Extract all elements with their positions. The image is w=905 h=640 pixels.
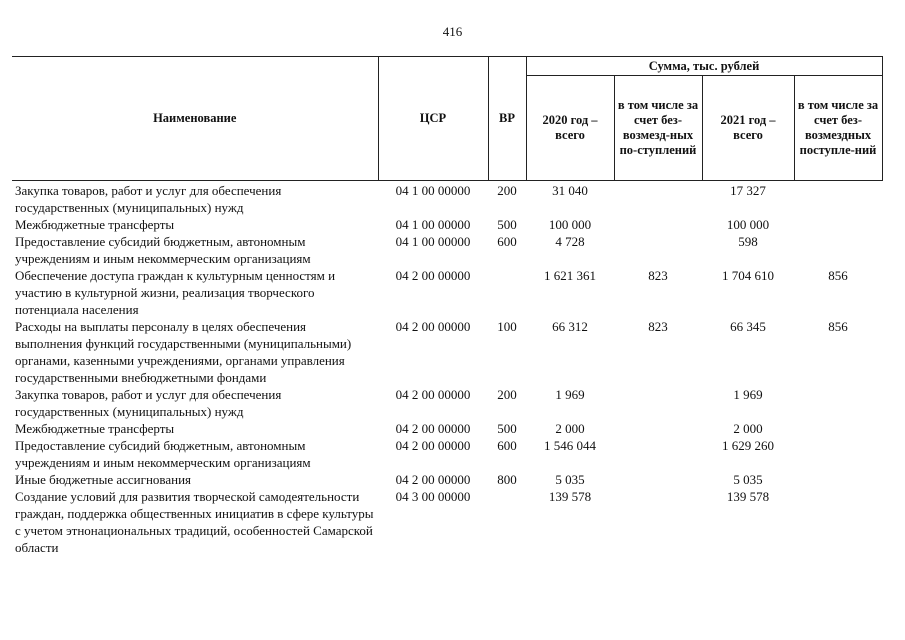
- row-name: Иные бюджетные ассигнования: [15, 472, 192, 487]
- row-2021-grants: 856: [828, 268, 848, 283]
- row-2020-grants: [614, 471, 702, 488]
- row-vr: 600: [497, 234, 517, 249]
- row-vr: 200: [497, 387, 517, 402]
- row-2020-total: 100 000: [548, 217, 592, 232]
- header-2021-total: 2021 год – всего: [702, 76, 794, 181]
- table-row: [12, 233, 882, 267]
- row-2020-total: 31 040: [552, 183, 588, 198]
- row-vr: [488, 267, 526, 318]
- row-csr: 04 1 00 00000: [395, 234, 471, 249]
- row-name: Межбюджетные трансферты: [15, 217, 175, 232]
- table-row: [12, 267, 882, 318]
- row-2020-total: 4 728: [555, 234, 585, 249]
- row-vr: 500: [497, 217, 517, 232]
- header-sum-group: Сумма, тыс. рублей: [526, 57, 882, 76]
- table-row: [12, 216, 882, 233]
- row-2021-total: 17 327: [730, 183, 766, 198]
- row-2021-total: 66 345: [730, 319, 766, 334]
- row-csr: 04 2 00 00000: [395, 421, 471, 436]
- table-row: [12, 386, 882, 420]
- row-2020-total: 1 546 044: [544, 438, 596, 453]
- row-2021-grants: [794, 386, 882, 420]
- table-body: [12, 181, 882, 557]
- header-vr: ВР: [488, 57, 526, 181]
- row-2020-grants: 823: [648, 268, 668, 283]
- table-row: [12, 420, 882, 437]
- row-name: Расходы на выплаты персоналу в целях обеспечения выполнения функций государственными (муниципальными) органами, казенными учреждениями, органами управления государственными внебюджетными фондами: [15, 319, 352, 385]
- header-csr: ЦСР: [378, 57, 488, 181]
- header-2021-grants: в том числе за счет без-возмездных поступле-ний: [794, 76, 882, 181]
- row-2020-total: 1 969: [555, 387, 585, 402]
- row-2021-grants: [794, 471, 882, 488]
- table-row: [12, 488, 882, 556]
- row-name: Предоставление субсидий бюджетным, автономным учреждениям и иным некоммерческим организациям: [15, 234, 311, 266]
- table-header: [12, 57, 882, 181]
- header-name: Наименование: [12, 57, 378, 181]
- row-csr: 04 1 00 00000: [395, 183, 471, 198]
- row-2021-total: 1 704 610: [722, 268, 774, 283]
- table-row: [12, 437, 882, 471]
- row-2021-total: 1 629 260: [722, 438, 774, 453]
- row-csr: 04 1 00 00000: [395, 217, 471, 232]
- row-name: Обеспечение доступа граждан к культурным ценностям и участию в культурной жизни, реализация творческого потенциала населения: [15, 268, 336, 317]
- row-csr: 04 3 00 00000: [395, 489, 471, 504]
- row-name: Закупка товаров, работ и услуг для обеспечения государственных (муниципальных) нужд: [15, 183, 282, 215]
- row-2020-grants: [614, 181, 702, 217]
- table-row: [12, 181, 882, 217]
- row-2021-grants: [794, 420, 882, 437]
- row-2021-total: 1 969: [733, 387, 763, 402]
- page-number: 416: [442, 24, 463, 39]
- row-2020-grants: [614, 488, 702, 556]
- row-name: Создание условий для развития творческой самодеятельности граждан, поддержка общественных инициатив в сфере культуры с учетом этнонациональных традиций, особенностей Самарской области: [15, 489, 374, 555]
- row-vr: 800: [497, 472, 517, 487]
- row-csr: 04 2 00 00000: [395, 438, 471, 453]
- row-2021-grants: [794, 437, 882, 471]
- row-2021-grants: [794, 181, 882, 217]
- row-vr: [488, 488, 526, 556]
- row-2020-total: 66 312: [552, 319, 588, 334]
- row-2020-total: 139 578: [548, 489, 592, 504]
- table-row: [12, 318, 882, 386]
- row-2020-grants: [614, 386, 702, 420]
- row-vr: 200: [497, 183, 517, 198]
- row-csr: 04 2 00 00000: [395, 387, 471, 402]
- row-2021-total: 5 035: [733, 472, 763, 487]
- row-2020-grants: [614, 420, 702, 437]
- row-2020-grants: [614, 437, 702, 471]
- row-vr: 600: [497, 438, 517, 453]
- row-name: Межбюджетные трансферты: [15, 421, 175, 436]
- budget-table: [12, 56, 883, 556]
- row-2021-grants: 856: [828, 319, 848, 334]
- table-row: [12, 471, 882, 488]
- row-name: Закупка товаров, работ и услуг для обеспечения государственных (муниципальных) нужд: [15, 387, 282, 419]
- row-2020-total: 2 000: [555, 421, 585, 436]
- row-2021-grants: [794, 216, 882, 233]
- row-2020-grants: 823: [648, 319, 668, 334]
- row-2020-total: 1 621 361: [544, 268, 596, 283]
- row-2020-total: 5 035: [555, 472, 585, 487]
- row-csr: 04 2 00 00000: [395, 319, 471, 334]
- row-csr: 04 2 00 00000: [395, 472, 471, 487]
- row-csr: 04 2 00 00000: [395, 268, 471, 283]
- row-vr: 100: [497, 319, 517, 334]
- row-vr: 500: [497, 421, 517, 436]
- row-name: Предоставление субсидий бюджетным, автономным учреждениям и иным некоммерческим организациям: [15, 438, 311, 470]
- row-2021-total: 139 578: [726, 489, 770, 504]
- row-2020-grants: [614, 216, 702, 233]
- header-2020-grants: в том числе за счет без-возмезд-ных по-ступлений: [614, 76, 702, 181]
- row-2021-grants: [794, 233, 882, 267]
- row-2021-total: 100 000: [726, 217, 770, 232]
- row-2021-total: 598: [738, 234, 758, 249]
- row-2021-grants: [794, 488, 882, 556]
- header-2020-total: 2020 год – всего: [526, 76, 614, 181]
- row-2020-grants: [614, 233, 702, 267]
- row-2021-total: 2 000: [733, 421, 763, 436]
